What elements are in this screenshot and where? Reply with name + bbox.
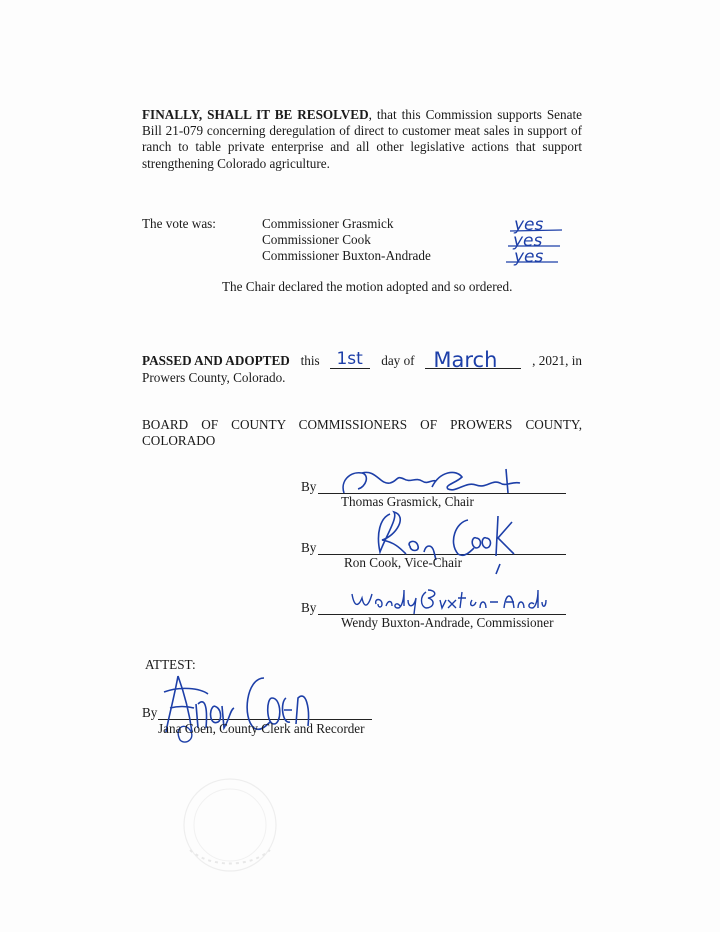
month-blank bbox=[425, 348, 521, 372]
commissioner-name: Commissioner Cook bbox=[262, 232, 371, 247]
signature-by-label: By bbox=[301, 479, 317, 494]
passed-day-of: day of bbox=[381, 353, 415, 368]
vote-mark: yes bbox=[514, 215, 544, 235]
attest-label: ATTEST: bbox=[145, 657, 196, 672]
board-heading-state: COLORADO bbox=[142, 433, 216, 448]
motion-declaration: The Chair declared the motion adopted and so ordered. bbox=[222, 279, 513, 294]
vote-mark: yes bbox=[513, 231, 543, 251]
signature-by-label: By bbox=[301, 540, 317, 555]
signatory-name: Thomas Grasmick, Chair bbox=[341, 494, 474, 509]
attest-signatory-name: Jana Coen, County Clerk and Recorder bbox=[158, 721, 365, 736]
resolution-lead: FINALLY, SHALL IT BE RESOLVED bbox=[142, 107, 369, 122]
passed-year: , 2021, in bbox=[532, 353, 582, 368]
signatory-name: Ron Cook, Vice-Chair bbox=[344, 555, 463, 570]
handwritten-month: March bbox=[433, 348, 498, 372]
commissioner-name: Commissioner Buxton-Andrade bbox=[262, 248, 431, 263]
vote-label: The vote was: bbox=[142, 216, 216, 231]
commissioner-name: Commissioner Grasmick bbox=[262, 216, 394, 231]
resolution-text: , that this Commission supports Senate Bill 21-079 concerning deregulation of direct to customer meat sales in support of ranch to table private enterprise and all other legislative actions that support strengthening Colorado agriculture. bbox=[142, 107, 582, 171]
passed-this: this bbox=[300, 353, 320, 368]
signature-by-label: By bbox=[301, 600, 317, 615]
board-heading: BOARD OF COUNTY COMMISSIONERS OF PROWERS COUNTY, bbox=[142, 417, 582, 432]
passed-lead: PASSED AND ADOPTED bbox=[142, 353, 290, 368]
handwritten-day: 1st bbox=[336, 349, 363, 369]
passed-adopted-clause bbox=[142, 348, 582, 386]
handwritten-votes bbox=[500, 212, 570, 274]
passed-place: Prowers County, Colorado. bbox=[142, 370, 286, 385]
signatory-name: Wendy Buxton-Andrade, Commissioner bbox=[341, 615, 554, 630]
signature-buxton-andrade bbox=[348, 586, 548, 616]
attest-by-label: By bbox=[142, 705, 158, 720]
resolution-paragraph bbox=[142, 107, 582, 172]
day-blank bbox=[330, 349, 370, 369]
embossed-seal bbox=[160, 770, 300, 880]
vote-commissioner-list bbox=[262, 216, 431, 264]
vote-mark: yes bbox=[514, 247, 544, 267]
